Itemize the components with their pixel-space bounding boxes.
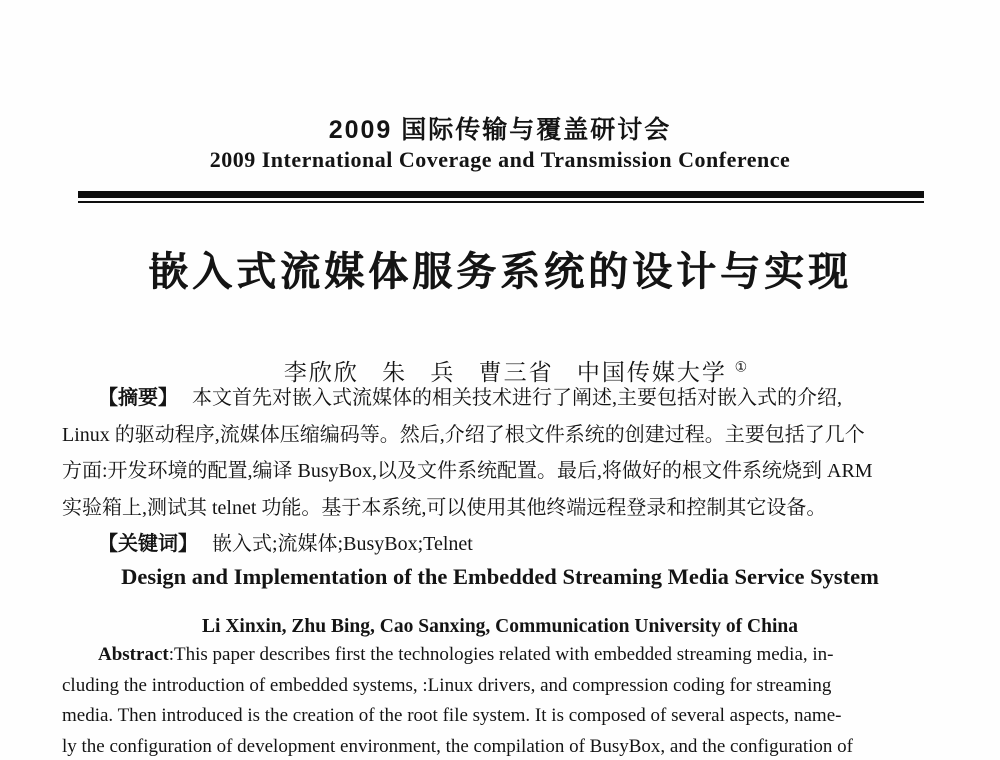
abstract-en-text: :This paper describes first the technologies related with embedded streaming media, in- [168,644,834,665]
abstract-cn-block [62,380,940,563]
abstract-en-line: ly the configuration of development environment, the compilation of BusyBox, and the configuration of [62,735,853,757]
abstract-en-block [62,640,940,760]
abstract-cn-text: 本文首先对嵌入式流媒体的相关技术进行了阐述,主要包括对嵌入式的介绍, [192,387,842,409]
conference-header-cn: 2009 国际传输与覆盖研讨会 [328,116,672,144]
abstract-cn-line: 方面:开发环境的配置,编译 BusyBox,以及文件系统配置。最后,将做好的根文件系统烧到 ARM [62,460,873,482]
conference-header-en: 2009 International Coverage and Transmission Conference [209,147,791,172]
keywords-text-cn: 嵌入式;流媒体;BusyBox;Telnet [212,533,473,555]
paper-title-en: Design and Implementation of the Embedded Streaming Media Service System [121,564,879,589]
abstract-en-line [62,640,940,671]
abstract-label-cn: 【摘要】 [98,387,178,409]
footnote-mark: ① [734,360,748,376]
double-rule-divider [78,191,924,203]
abstract-cn-line: Linux 的驱动程序,流媒体压缩编码等。然后,介绍了根文件系统的创建过程。主要包括了几个 [62,423,865,446]
authors-names-cn: 李欣欣 朱 兵 曹三省 中国传媒大学 [283,360,735,385]
abstract-cn-line: 实验箱上,测试其 telnet 功能。基于本系统,可以使用其他终端远程登录和控制其它设备。 [62,496,827,519]
abstract-label-en: Abstract [98,644,169,665]
abstract-en-line: media. Then introduced is the creation of the root file system. It is composed of several aspects, name- [62,705,842,726]
keywords-line-cn [62,526,940,563]
authors-line-en: Li Xinxin, Zhu Bing, Cao Sanxing, Communication University of China [202,616,798,637]
abstract-en-line: cluding the introduction of embedded systems, :Linux drivers, and compression coding for streaming [62,674,832,696]
paper-title-cn: 嵌入式流媒体服务系统的设计与实现 [148,250,852,294]
keywords-label-cn: 【关键词】 [98,533,198,555]
abstract-cn-line [62,380,940,417]
